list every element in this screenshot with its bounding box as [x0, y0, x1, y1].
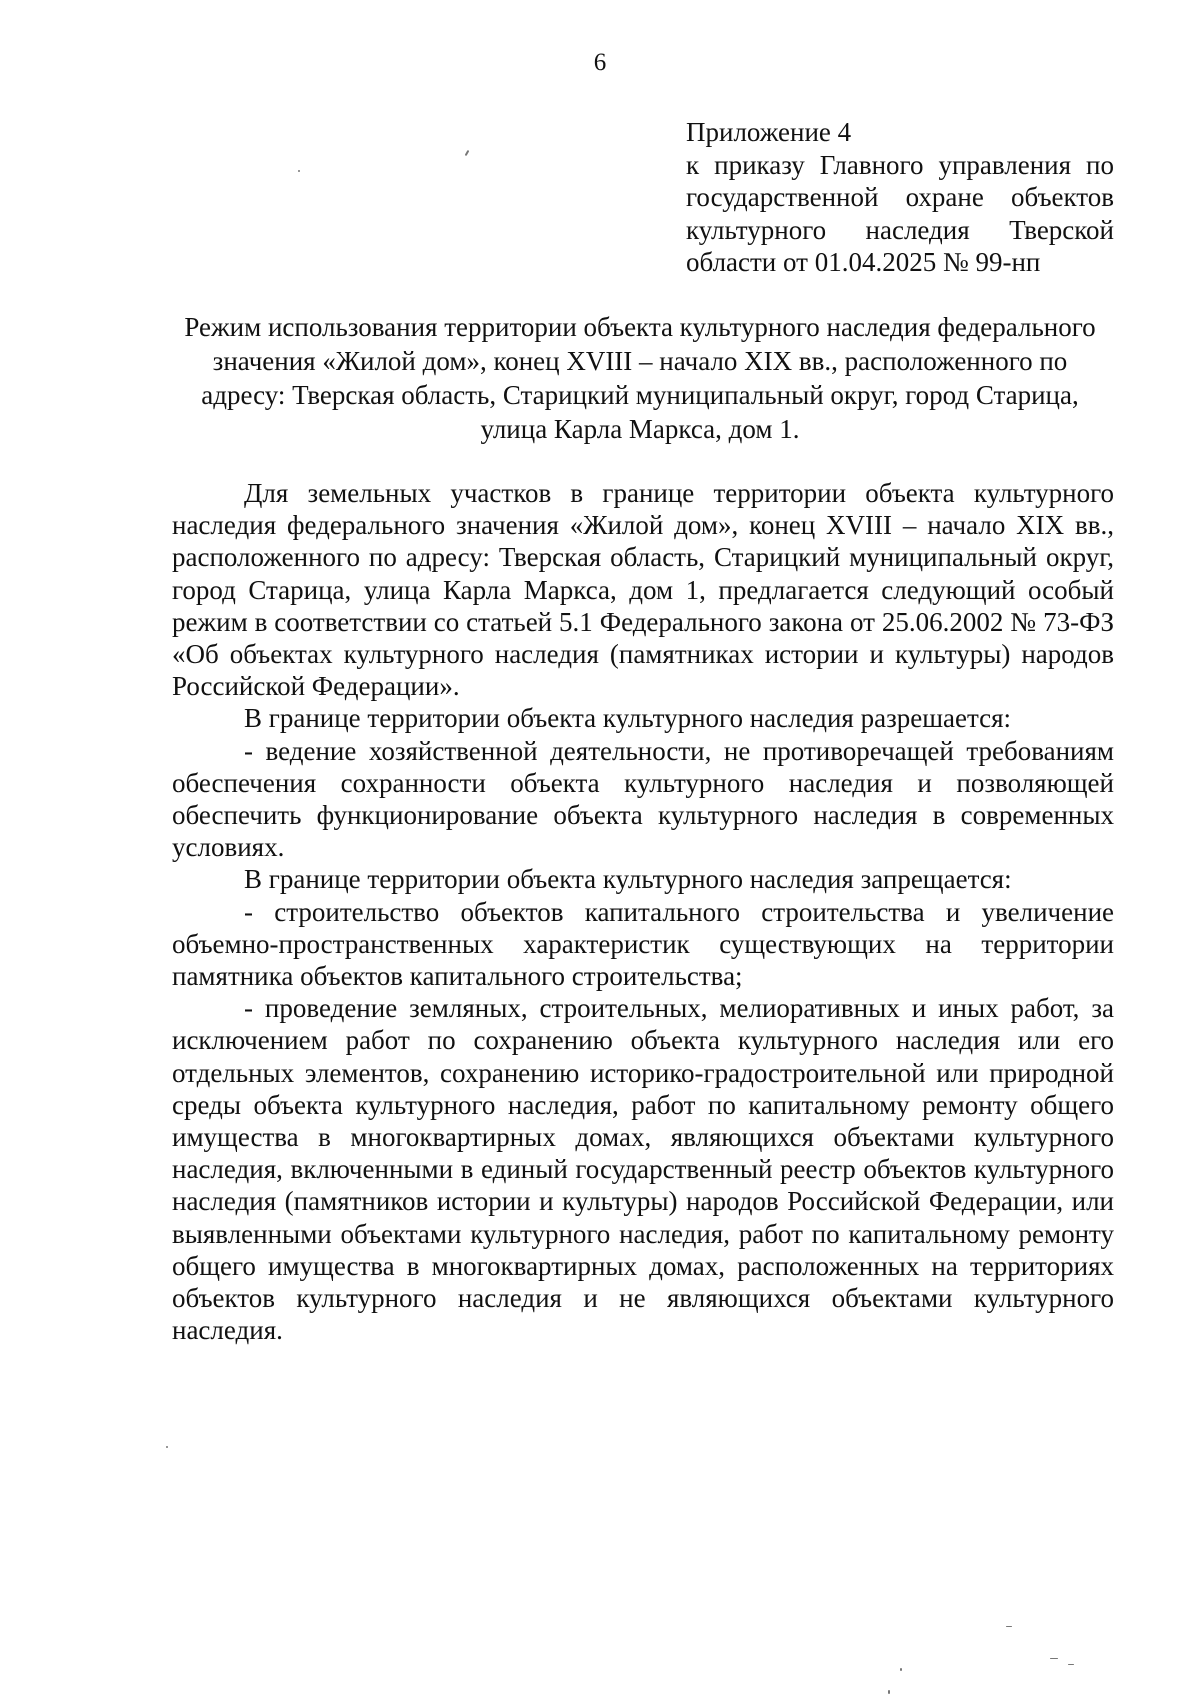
intro-paragraph: Для земельных участков в границе территории объекта культурного наследия федерального значения «Жилой дом», конец XVIII – начало XIX вв., расположенного по адресу: Тверская область, Старицкий муниципальный округ, город Старица, улица Карла Маркса, дом 1, предлагается следующий особый режим в соответствии со статьей 5.1 Федерального закона от 25.06.2002 № 73-ФЗ «Об объектах культурного наследия (памятниках истории и культуры) народов Российской Федерации».	[172, 478, 1114, 702]
appendix-reference: к приказу Главного управления по государственной охране объектов культурного наследия Тверской области от 01.04.2025 № 99-нп	[686, 149, 1114, 277]
document-body	[172, 477, 1114, 1346]
scan-speck	[1006, 1626, 1012, 1627]
scan-speck	[465, 150, 470, 156]
appendix-title: Приложение 4	[686, 117, 852, 147]
prohibited-item-works: - проведение земляных, строительных, мелиоративных и иных работ, за исключением работ по сохранению объекта культурного наследия или его отдельных элементов, сохранению историко-градостроительной или природной среды объекта культурного наследия, работ по капитальному ремонту общего имущества в многоквартирных домах, являющихся объектами культурного наследия, включенными в единый государственный реестр объектов культурного наследия (памятников истории и культуры) народов Российской Федерации, или выявленными объектами культурного наследия, работ по капитальному ремонту общего имущества в многоквартирных домах, расположенных на территориях объектов культурного наследия и не являющихся объектами культурного наследия.	[172, 993, 1114, 1346]
scan-speck	[1050, 1658, 1058, 1659]
prohibited-heading: В границе территории объекта культурного наследия запрещается:	[244, 864, 1012, 895]
document-title: Режим использования территории объекта культурного наследия федерального значения «Жилой дом», конец XVIII – начало XIX вв., расположенного по адресу: Тверская область, Старицкий муниципальный округ, город Старица, улица Карла Маркса, дом 1.	[184, 312, 1096, 444]
scan-speck	[298, 170, 300, 172]
appendix-header	[686, 116, 1114, 279]
permitted-heading: В границе территории объекта культурного наследия разрешается:	[244, 703, 1012, 734]
page-number: 6	[593, 49, 607, 76]
scan-speck	[166, 1446, 168, 1448]
scan-speck	[1068, 1664, 1074, 1665]
scan-speck	[888, 1690, 890, 1694]
scan-speck	[900, 1668, 902, 1671]
prohibited-item-construction: - строительство объектов капитального строительства и увеличение объемно-пространственных характеристик существующих на территории памятника объектов капитального строительства;	[172, 896, 1114, 992]
permitted-item: - ведение хозяйственной деятельности, не противоречащей требованиям обеспечения сохранности объекта культурного наследия и позволяющей обеспечить функционирование объекта культурного наследия в современных условиях.	[172, 735, 1114, 863]
